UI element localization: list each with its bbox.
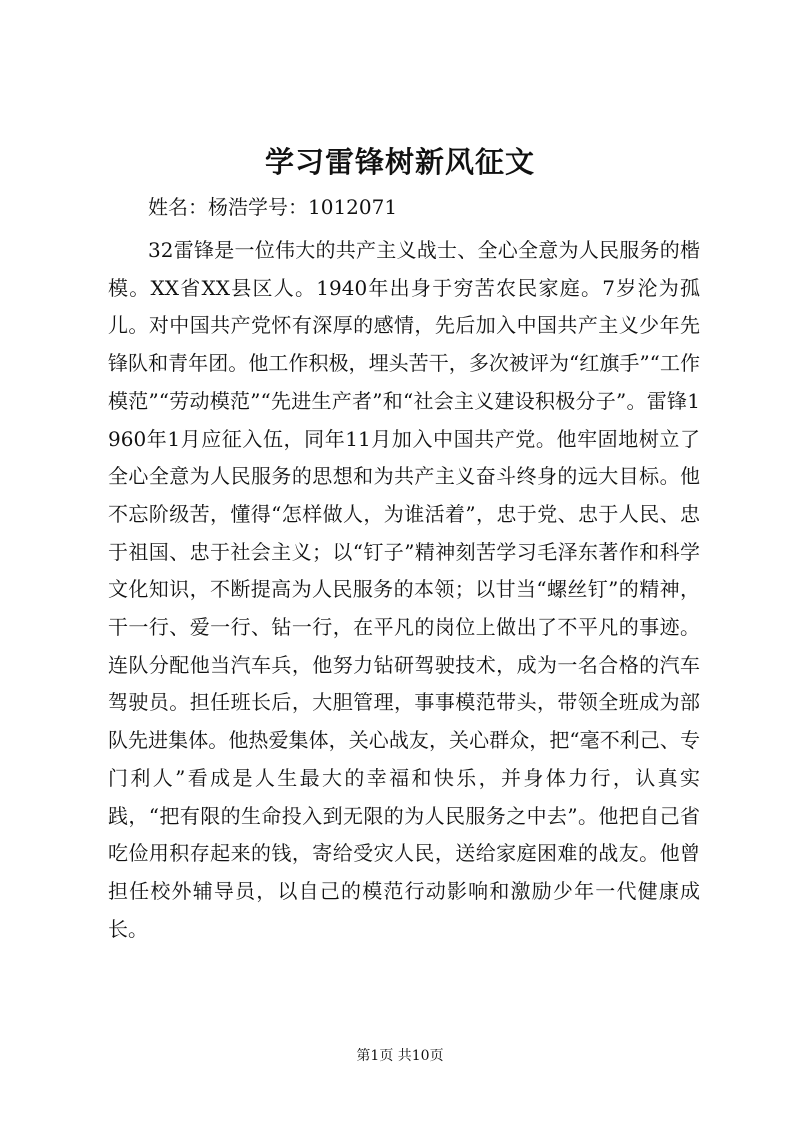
body-paragraph: 32雷锋是一位伟大的共产主义战士、全心全意为人民服务的楷模。XX省XX县区人。1940年出身于穷苦农民家庭。7岁沦为孤儿。对中国共产党怀有深厚的感情，先后加入中国共产主义少年先锋队和青年团。他工作积极，埋头苦干，多次被评为“红旗手”“工作模范”“劳动模范”“先进生产者”和“社会主义建设积极分子”。雷锋1960年1月应征入伍，同年11月加入中国共产党。他牢固地树立了全心全意为人民服务的思想和为共产主义奋斗终身的远大目标。他不忘阶级苦，懂得“怎样做人，为谁活着”，忠于党、忠于人民、忠于祖国、忠于社会主义；以“钉子”精神刻苦学习毛泽东著作和科学文化知识，不断提高为人民服务的本领；以甘当“螺丝钉”的精神，干一行、爱一行、钻一行，在平凡的岗位上做出了不平凡的事迹。连队分配他当汽车兵，他努力钻研驾驶技术，成为一名合格的汽车驾驶员。担任班长后，大胆管理，事事模范带头，带领全班成为部队先进集体。他热爱集体，关心战友，关心群众，把“毫不利己、专门利人”看成是人生最大的幸福和快乐，并身体力行，认真实践，“把有限的生命投入到无限的为人民服务之中去”。他把自己省吃俭用积存起来的钱，寄给受灾人民，送给家庭困难的战友。他曾担任校外辅导员，以自己的模范行动影响和激励少年一代健康成长。 xyxy=(108,238,700,941)
author-line: 姓名：杨浩学号：1012071 xyxy=(148,195,398,219)
page-footer: 第1页 共10页 xyxy=(356,1048,444,1064)
document-title: 学习雷锋树新风征文 xyxy=(264,145,535,179)
